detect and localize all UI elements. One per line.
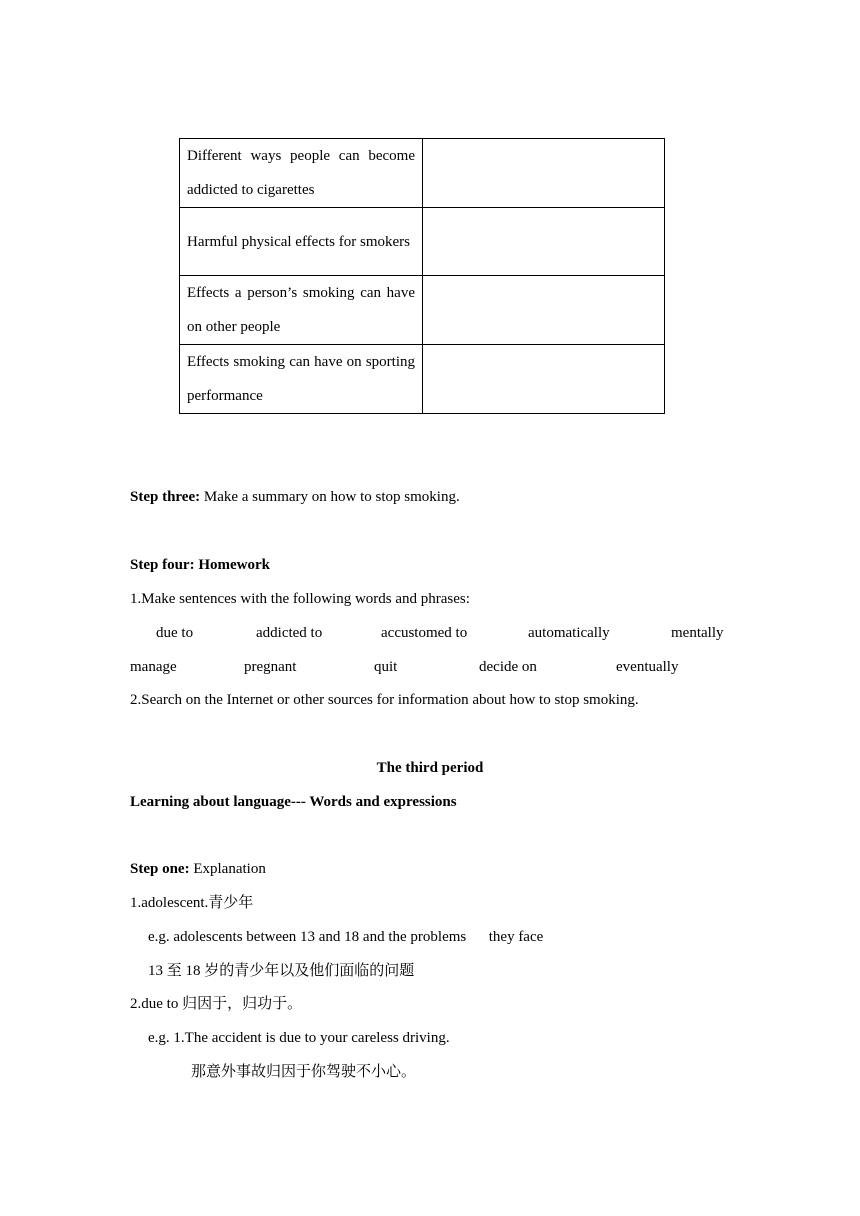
word-item: automatically bbox=[528, 625, 610, 641]
word-item: due to bbox=[156, 625, 194, 641]
table-row bbox=[180, 208, 665, 276]
word-list-row-2 bbox=[0, 657, 860, 677]
word-item: mentally bbox=[671, 625, 724, 641]
word-item: decide on bbox=[479, 659, 537, 675]
table-cell-answer bbox=[423, 276, 665, 345]
step-one-paragraph bbox=[130, 859, 266, 879]
word-item: quit bbox=[374, 659, 398, 675]
vocab-item-due-to: 2.due to 归因于，归功于。 bbox=[130, 996, 303, 1012]
vocab-translation: 13 至 18 岁的青少年以及他们面临的问题 bbox=[148, 963, 415, 979]
step-three-label: Step three: bbox=[130, 489, 201, 505]
table-cell-topic: Effects smoking can have on sporting performance bbox=[180, 345, 423, 414]
table-cell-topic: Different ways people can become addicted to cigarettes bbox=[180, 139, 423, 208]
vocab-item-adolescent: 1.adolescent.青少年 bbox=[130, 895, 254, 911]
table-cell-answer bbox=[423, 208, 665, 276]
table-cell-answer bbox=[423, 345, 665, 414]
table-cell-topic: Effects a person’s smoking can have on other people bbox=[180, 276, 423, 345]
step-three-text: Make a summary on how to stop smoking. bbox=[200, 489, 460, 505]
step-one-label: Step one: bbox=[130, 861, 190, 877]
word-item: addicted to bbox=[256, 625, 323, 641]
step-three-paragraph bbox=[130, 487, 460, 507]
vocab-example: e.g. 1.The accident is due to your careless driving. bbox=[148, 1030, 450, 1046]
homework-item-1: 1.Make sentences with the following words and phrases: bbox=[130, 591, 470, 607]
table-cell-topic: Harmful physical effects for smokers bbox=[180, 208, 423, 276]
vocab-translation: 那意外事故归因于你驾驶不小心。 bbox=[191, 1064, 417, 1080]
table-row bbox=[180, 139, 665, 208]
table-row bbox=[180, 276, 665, 345]
word-item: pregnant bbox=[244, 659, 297, 675]
homework-item-2: 2.Search on the Internet or other sources for information about how to stop smoking. bbox=[130, 692, 639, 708]
smoking-effects-table bbox=[179, 138, 665, 414]
step-one-text: Explanation bbox=[189, 861, 266, 877]
word-list-row-1 bbox=[0, 623, 860, 643]
table-row bbox=[180, 345, 665, 414]
word-item: eventually bbox=[616, 659, 679, 675]
section-title: The third period bbox=[376, 760, 484, 776]
vocab-example: e.g. adolescents between 13 and 18 and the problems they face bbox=[148, 929, 544, 945]
step-four-heading: Step four: Homework bbox=[130, 557, 270, 573]
word-item: manage bbox=[130, 659, 177, 675]
table-cell-answer bbox=[423, 139, 665, 208]
word-item: accustomed to bbox=[381, 625, 468, 641]
section-subtitle: Learning about language--- Words and expressions bbox=[130, 794, 457, 810]
